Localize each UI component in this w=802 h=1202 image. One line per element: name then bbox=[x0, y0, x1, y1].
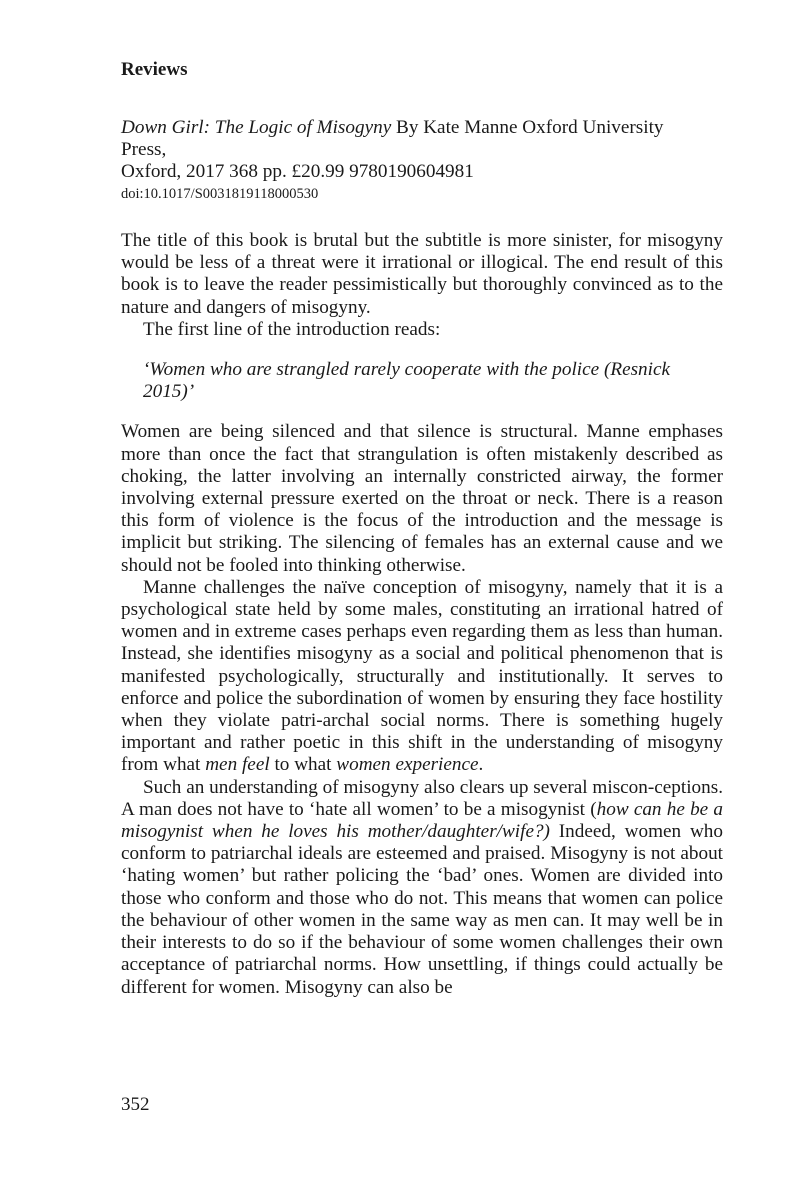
publication-details: Oxford, 2017 368 pp. £20.99 9780190604981 bbox=[121, 161, 474, 182]
block-quote bbox=[143, 359, 723, 403]
paragraph-4 bbox=[121, 577, 723, 777]
paragraph-5-start: Such an understanding of misogyny also clears up several miscon-ceptions. A man does not have to ‘hate all women’ to be a misogynist ( bbox=[121, 776, 723, 820]
paragraph-1: The title of this book is brutal but the subtitle is more sinister, for misogyny would be less of a threat were it irrational or illogical. The end result of this book is to leave the reader pessimistically but thoroughly convinced as to the nature and dangers of misogyny. bbox=[121, 230, 723, 318]
quote-line-2: 2015)’ bbox=[143, 381, 195, 403]
paragraph-4-emphasis-2: women experience bbox=[336, 754, 479, 776]
paragraph-5-emphasis: how can he be a misogynist when he loves his mother/daughter/wife?) bbox=[121, 798, 723, 843]
paragraph-5-end: Indeed, women who conform to patriarchal ideals are esteemed and praised. Misogyny is not about ‘hating women’ but rather policing the ‘bad’ ones. Women are divided into those who conform and those who do not. This means that women can police the behaviour of other women in the same way as men can. It may well be in their interests to do so if the behaviour of some women challenges their own acceptance of patriarchal norms. How unsettling, if things could actually be different for women. Misogyny can also be bbox=[121, 821, 723, 998]
book-citation bbox=[121, 117, 681, 205]
review-body bbox=[121, 230, 723, 999]
doi: doi:10.1017/S0031819118000530 bbox=[121, 186, 319, 202]
citation-title-line bbox=[121, 117, 681, 161]
paragraph-2: The first line of the introduction reads: bbox=[143, 318, 441, 340]
author-publisher: By Kate Manne Oxford University Press, bbox=[121, 117, 664, 160]
paragraph-4-end: . bbox=[478, 754, 484, 776]
section-heading: Reviews bbox=[121, 59, 188, 80]
page-number: 352 bbox=[121, 1094, 150, 1115]
paragraph-3: Women are being silenced and that silence is structural. Manne emphases more than once the fact that strangulation is often mistakenly described as choking, the latter involving an internally constricted airway, the former involving external pressure exerted on the throat or neck. There is a reason this form of violence is the focus of the introduction and the message is implicit but striking. The silencing of females has an external cause and we should not be fooled into thinking otherwise. bbox=[121, 421, 723, 576]
paragraph-4-emphasis-1: men feel bbox=[205, 754, 270, 776]
paragraph-5 bbox=[121, 777, 723, 999]
paragraph-4-text: Manne challenges the naïve conception of misogyny, namely that it is a psychological state held by some males, constituting an irrational hatred of women and in extreme cases perhaps even regarding them as less than human. Instead, she identifies misogyny as a social and political phenomenon that is manifested psychologically, structurally and institutionally. It serves to enforce and police the subordination of women by ensuring they face hostility when they violate patri-archal social norms. There is something hugely important and rather poetic in this shift in the understanding of misogyny from what bbox=[121, 576, 723, 776]
book-title: Down Girl: The Logic of Misogyny bbox=[121, 117, 392, 138]
paragraph-4-mid: to what bbox=[269, 754, 337, 776]
quote-line-1: ‘Women who are strangled rarely cooperate with the police (Resnick bbox=[143, 359, 671, 381]
